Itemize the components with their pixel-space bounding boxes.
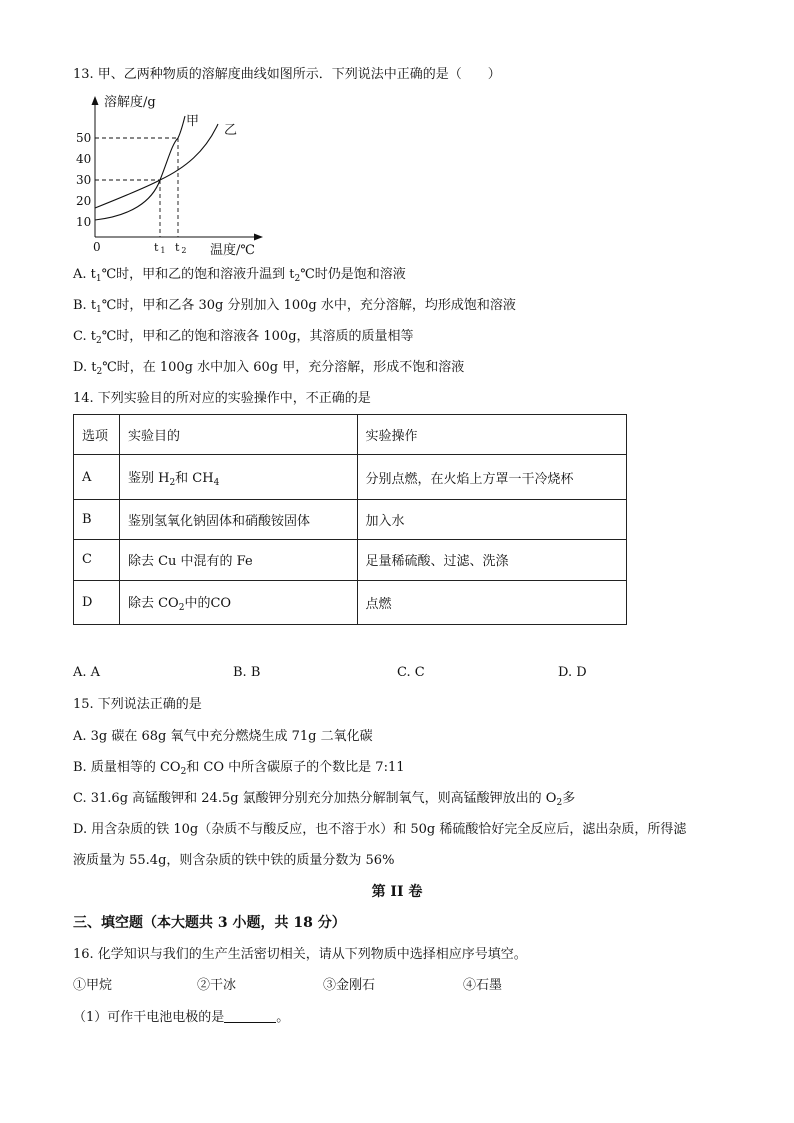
x-axis-label: 温度/℃ bbox=[210, 243, 255, 258]
y-axis-label: 溶解度/g bbox=[104, 95, 156, 110]
y-tick-group bbox=[76, 131, 91, 229]
cell-operation: 加入水 bbox=[357, 499, 627, 539]
series-label-yi: 乙 bbox=[224, 123, 238, 138]
cell-purpose: 鉴别 $H_2$和 $CH_4$ bbox=[119, 455, 357, 499]
curve-jia bbox=[95, 116, 185, 220]
cell-option: C bbox=[74, 540, 120, 580]
q15-option-b: B. 质量相等的 $CO_2$和 CO 中所含碳原子的个数比是 7:11 bbox=[73, 760, 405, 777]
experiment-table bbox=[73, 414, 627, 625]
q14-choices bbox=[73, 665, 633, 683]
q15-option-d-line2: 液质量为 55.4g，则含杂质的铁中铁的质量分数为 56% bbox=[73, 853, 395, 868]
header-option: 选项 bbox=[74, 415, 120, 455]
q16-items bbox=[73, 977, 633, 995]
x-tick-t1: t 1 bbox=[154, 241, 166, 255]
y-tick-label: 30 bbox=[76, 173, 92, 187]
table-row bbox=[74, 499, 627, 539]
y-tick-label: 40 bbox=[76, 152, 92, 166]
part-heading: 三、填空题（本大题共 3 小题，共 18 分） bbox=[73, 915, 346, 931]
series-label-jia: 甲 bbox=[186, 114, 200, 129]
q16-item: ③金刚石 bbox=[323, 978, 376, 993]
table-row bbox=[74, 580, 627, 624]
q14-choice-c: C. C bbox=[397, 665, 425, 680]
q15-option-d-line1: D. 用含杂质的铁 10g（杂质不与酸反应，也不溶于水）和 50g 稀硫酸恰好完全反应后，滤出杂质，所得滤 bbox=[73, 822, 687, 837]
table-row bbox=[74, 455, 627, 499]
q14-choice-b: B. B bbox=[233, 665, 261, 680]
q16-item: ①甲烷 bbox=[73, 978, 113, 993]
cell-option: D bbox=[74, 580, 120, 624]
header-operation: 实验操作 bbox=[357, 415, 627, 455]
curve-yi bbox=[95, 124, 218, 208]
q15-option-c: C. 31.6g 高锰酸钾和 24.5g 氯酸钾分别充分加热分解制氧气，则高锰酸钾放出的 $O_2$多 bbox=[73, 791, 576, 808]
q13-option-a: A. $t_1℃$时，甲和乙的饱和溶液升温到 $t_2℃$时仍是饱和溶液 bbox=[73, 267, 406, 284]
q13-option-c: C. $t_2℃$时，甲和乙的饱和溶液各 100g，其溶质的质量相等 bbox=[73, 329, 414, 346]
x-tick-t2: t 2 bbox=[175, 241, 187, 255]
q16-sub1: （1）可作干电池电极的是 。 bbox=[73, 1010, 290, 1025]
origin-label: 0 bbox=[93, 240, 101, 254]
cell-purpose: 除去 $CO_2$中的CO bbox=[119, 580, 357, 624]
cell-option: A bbox=[74, 455, 120, 499]
q15-option-a: A. 3g 碳在 68g 氧气中充分燃烧生成 71g 二氧化碳 bbox=[73, 729, 373, 744]
solubility-chart bbox=[60, 92, 290, 262]
table-header-row bbox=[74, 415, 627, 455]
q14-choice-d: D. D bbox=[558, 665, 587, 680]
q14-choice-a: A. A bbox=[73, 665, 101, 680]
q13-stem: 13. 甲、乙两种物质的溶解度曲线如图所示．下列说法中正确的是（ ） bbox=[73, 67, 501, 82]
q16-stem: 16. 化学知识与我们的生产生活密切相关，请从下列物质中选择相应序号填空。 bbox=[73, 947, 527, 962]
y-tick-label: 50 bbox=[76, 131, 92, 145]
y-axis-arrow bbox=[92, 96, 99, 105]
cell-option: B bbox=[74, 499, 120, 539]
cell-operation: 点燃 bbox=[357, 580, 627, 624]
q16-item: ④石墨 bbox=[463, 978, 503, 993]
cell-purpose: 除去 Cu 中混有的 Fe bbox=[119, 540, 357, 580]
y-tick-label: 10 bbox=[76, 215, 92, 229]
y-tick-label: 20 bbox=[76, 194, 92, 208]
q15-stem: 15. 下列说法正确的是 bbox=[73, 697, 202, 712]
x-axis-arrow bbox=[254, 234, 263, 241]
cell-operation: 分别点燃，在火焰上方罩一干冷烧杯 bbox=[357, 455, 627, 499]
q13-option-d: D. $t_2℃$时，在 100g 水中加入 60g 甲，充分溶解，形成不饱和溶液 bbox=[73, 360, 465, 377]
answer-blank[interactable] bbox=[224, 1010, 276, 1023]
cell-operation: 足量稀硫酸、过滤、洗涤 bbox=[357, 540, 627, 580]
cell-purpose: 鉴别氢氧化钠固体和硝酸铵固体 bbox=[119, 499, 357, 539]
q13-option-b: B. $t_1℃$时，甲和乙各 30g 分别加入 100g 水中，充分溶解，均形成饱和溶液 bbox=[73, 298, 516, 315]
section-title: 第 II 卷 bbox=[371, 884, 423, 900]
table-row bbox=[74, 540, 627, 580]
q14-stem: 14. 下列实验目的所对应的实验操作中，不正确的是 bbox=[73, 391, 371, 406]
header-purpose: 实验目的 bbox=[119, 415, 357, 455]
q16-item: ②干冰 bbox=[197, 978, 237, 993]
